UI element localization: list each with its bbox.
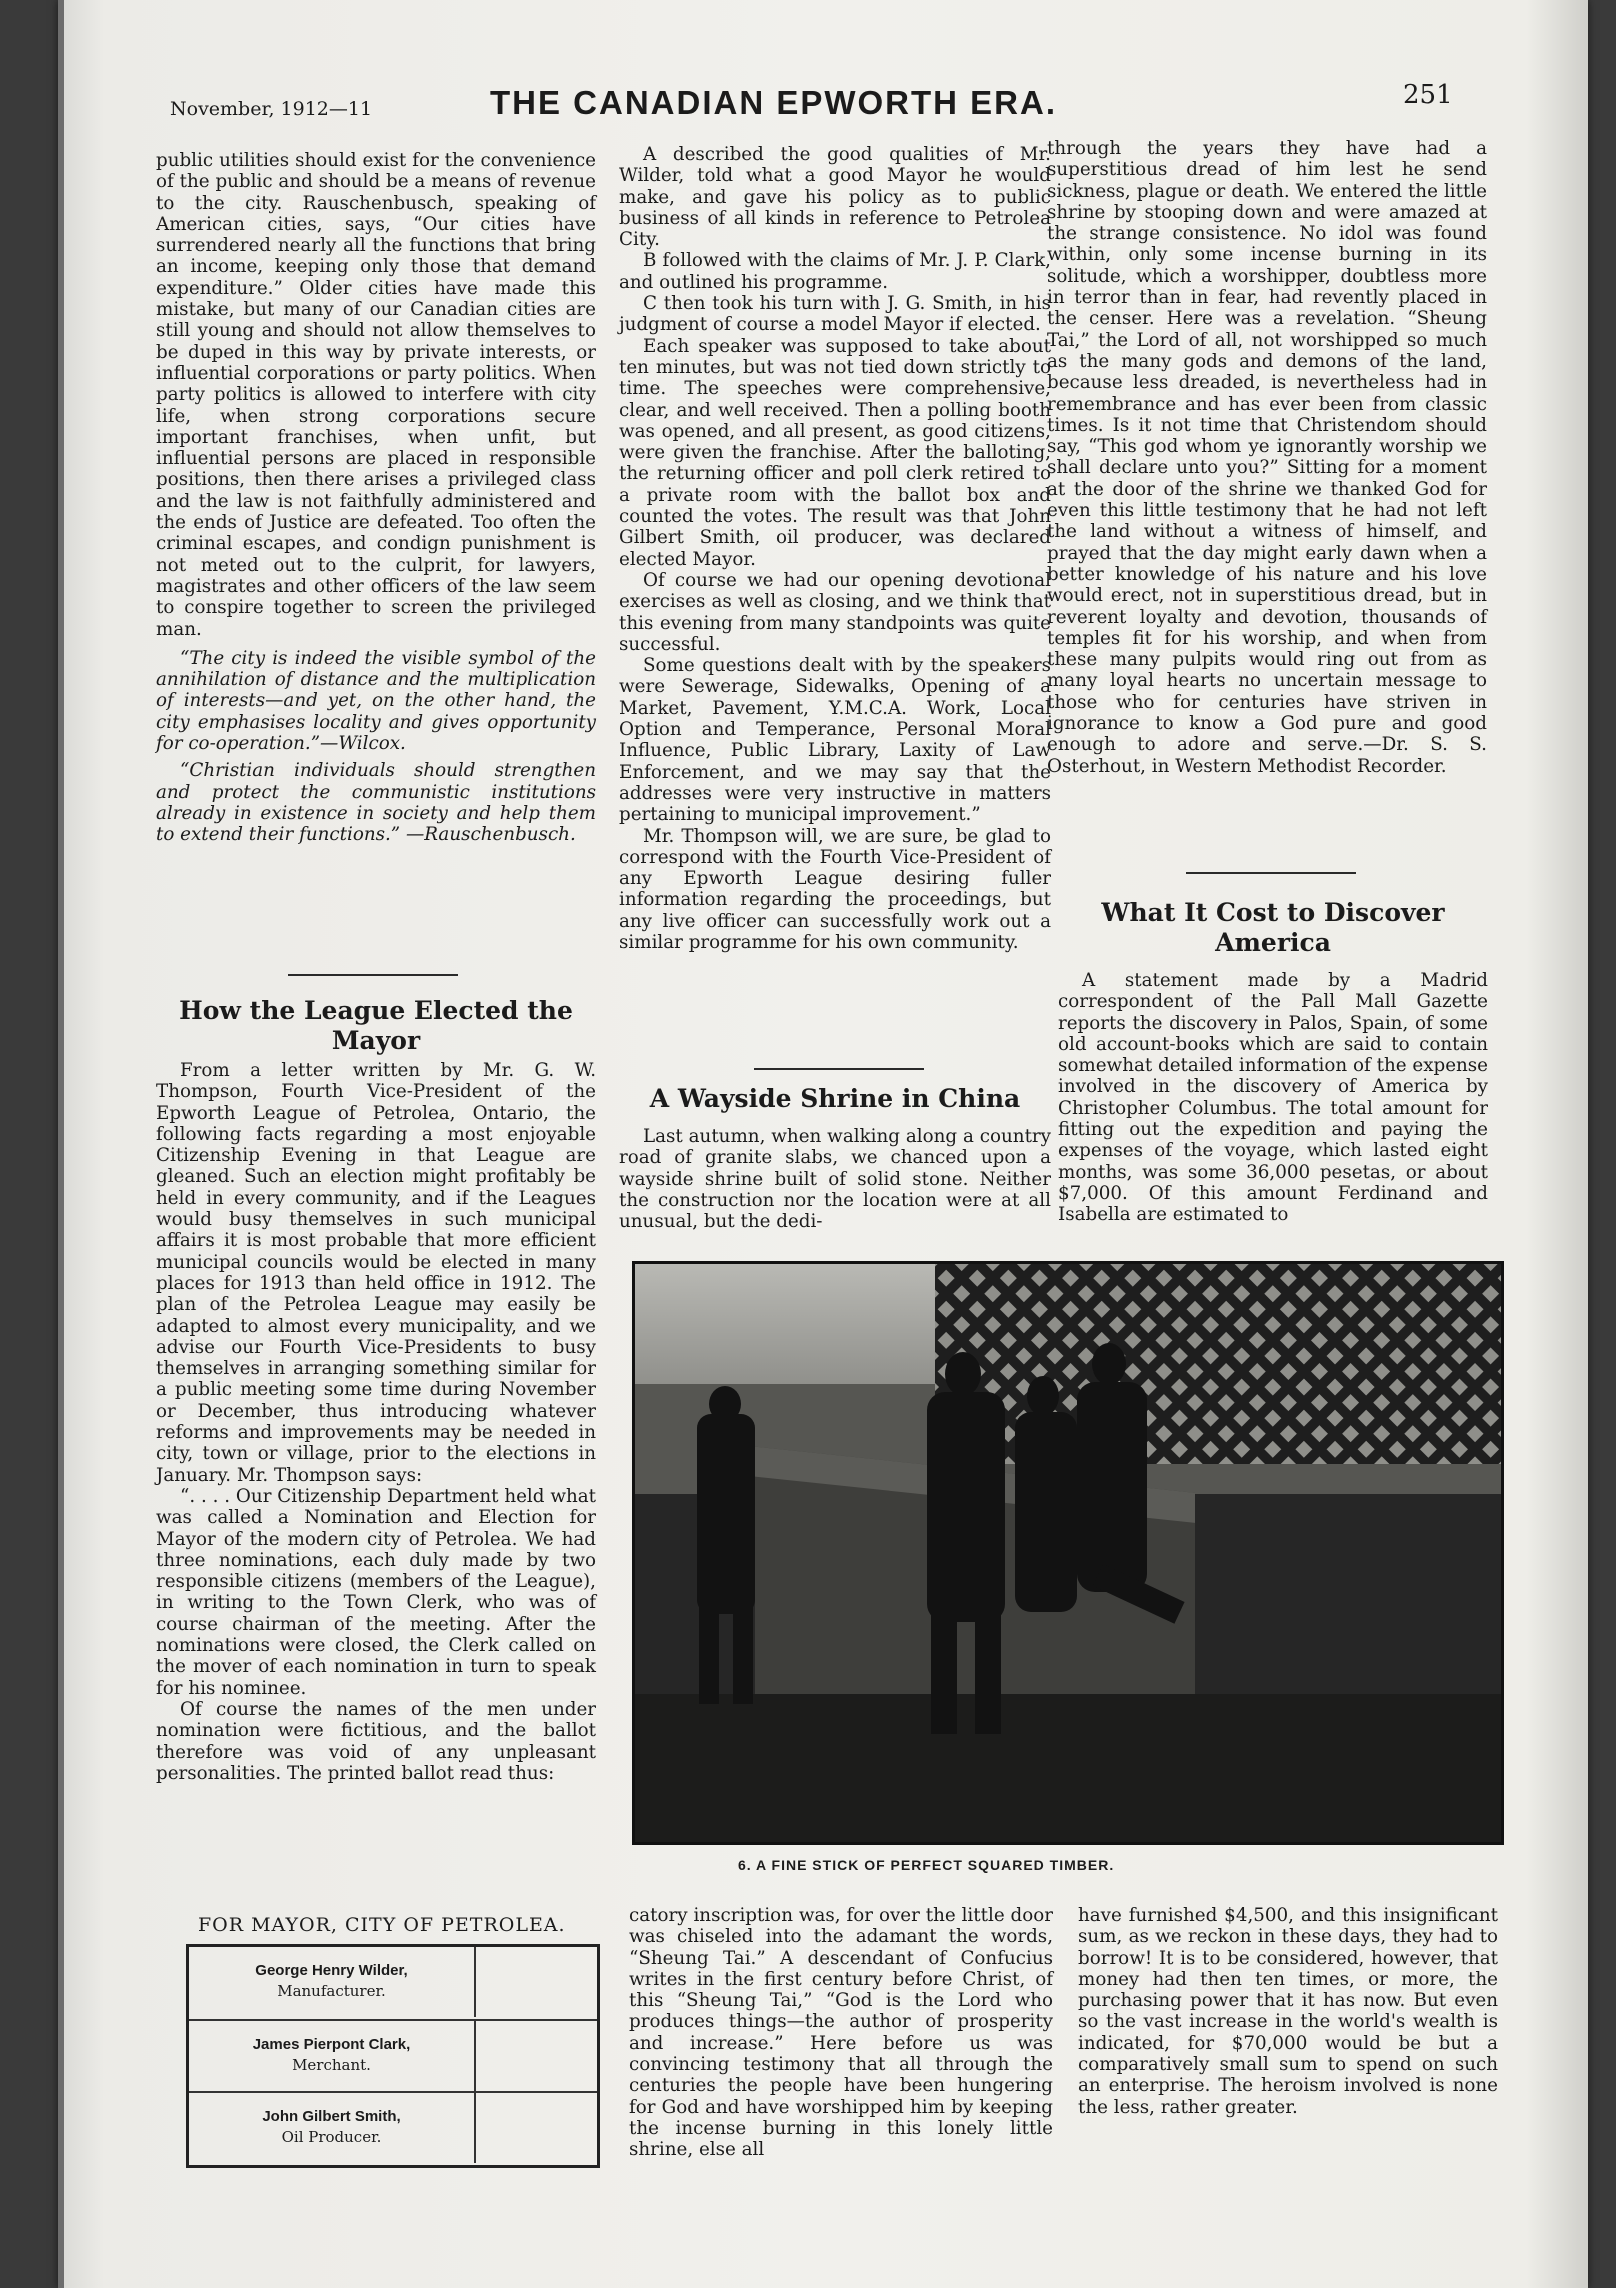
candidate-name: George Henry Wilder, [255, 1962, 408, 1979]
column-2-bottom [629, 1905, 1053, 2161]
article-paragraph: From a letter written by Mr. G. W. Thompson, Fourth Vice-President of the Epworth League of Petrolea, Ontario, the following facts regarding a most enjoyable Citizenship Evening in that League are gleaned. Such an election might profitably be held in every community, and if the Leagues would busy themselves in such municipal affairs it is most probable that more efficient municipal councils would be elected in many places for 1913 than held office in 1912. The plan of the Petrolea League may easily be adapted to almost every municipality, and we advise our Fourth Vice-Presidents to busy themselves in arranging something similar for a public meeting some time during November or December, thus introducing whatever reforms and improvements may be needed in city, town or village, prior to the elections in January. Mr. Thompson says: [156, 1060, 596, 1486]
page-number: 251 [1403, 80, 1453, 110]
photo-illustration [635, 1264, 1501, 1842]
article-paragraph: “. . . . Our Citizenship Department held what was called a Nomination and Election for Mayor of the modern city of Petrolea. We had three nominations, each duly made by two responsible citizens (members of the League), in writing to the Town Clerk, who was of course chairman of the meeting. After the nominations were closed, the Clerk called on the mover of each nomination in turn to speak for his nominee. [156, 1485, 596, 1699]
heading-cost-discover-america: What It Cost to Discover America [1101, 898, 1445, 957]
article-paragraph: Of course the names of the men under nomination were fictitious, and the ballot therefore was void of any unpleasant personalities. The printed ballot read thus: [156, 1698, 596, 1784]
ballot-title: FOR MAYOR, CITY OF PETROLEA. [198, 1914, 566, 1936]
article-paragraph: catory inscription was, for over the little door was chiseled into the adamant the words, “Sheung Tai.” A descendant of Confucius writes in the first century before Christ, of this “Sheung Tai,” “God is the Lord who produces things—the author of prosperity and increase.” Here before us was convincing testimony that all through the centuries the people have been hungering for God and have worshipped him by keeping the incense burning in this lonely little shrine, else all [629, 1905, 1053, 2161]
binding-edge [58, 0, 64, 2288]
article-paragraph: C then took his turn with J. G. Smith, in his judgment of course a model Mayor if elected. [619, 293, 1051, 336]
column-3-top [1047, 138, 1487, 777]
ballot-row [189, 2093, 597, 2163]
article-paragraph: Mr. Thompson will, we are sure, be glad to correspond with the Fourth Vice-President of any Epworth League desiring fuller information regarding the proceedings, but any live officer can successfully work out a similar programme for his own community. [619, 825, 1051, 953]
article-paragraph: Last autumn, when walking along a country road of granite slabs, we chanced upon a wayside shrine built of solid stone. Neither the construction nor the location were at all unusual, but the dedi- [619, 1126, 1051, 1233]
article-paragraph: A statement made by a Madrid correspondent of the Pall Mall Gazette reports the discovery in Palos, Spain, of some old account-books which are said to contain somewhat detailed information of the expense involved in the discovery of America by Christopher Columbus. The total amount for fitting out the expedition and paying the expenses of the voyage, which lasted eight months, was some 36,000 pesetas, or about $7,000. Of this amount Ferdinand and Isabella are estimated to [1058, 970, 1488, 1226]
column-1-league [156, 1060, 596, 1784]
article-paragraph: Some questions dealt with by the speakers were Sewerage, Sidewalks, Opening of a Market, Pavement, Y.M.C.A. Work, Local Option and Temperance, Personal Moral Influence, Public Library, Laxity of Law Enforcement, and we may say that the addresses were very instructive in matters pertaining to municipal improvement.” [619, 655, 1051, 826]
candidate-occupation: Oil Producer. [281, 2128, 382, 2146]
masthead-title: THE CANADIAN EPWORTH ERA. [490, 84, 1057, 121]
newspaper-page [58, 0, 1588, 2288]
column-1-top [156, 150, 596, 846]
ballot-table [186, 1944, 600, 2168]
article-paragraph: through the years they have had a superstitious dread of him lest he send sickness, plague or death. We entered the little shrine by stooping down and were amazed at the strange consistence. No idol was found within, only some incense burning in its solitude, which a worshipper, doubtless more in terror than in fear, had revently placed in the censer. Here was a revelation. “Sheung Tai,” the Lord of all, not worshipped so much as the many gods and demons of the land, because less dreaded, is nevertheless had in remembrance and has ever been from classic times. Is it not time that Christendom should say, “This god whom ye ignorantly worship we shall declare unto you?” Sitting for a moment at the door of the shrine we thanked God for even this little testimony that he had not left the land without a witness of himself, and prayed that the day might early dawn when a better knowledge of his nature and his love would erect, not in superstitious dread, but in reverent loyalty and devotion, thousands of temples fit for his worship, and when from these many pulpits would ring out from as many loyal hearts no uncertain message to those who for centuries have striven in ignorance to know a God pure and good enough to adore and serve.—Dr. S. S. Osterhout, in Western Methodist Recorder. [1047, 138, 1487, 777]
article-paragraph: B followed with the claims of Mr. J. P. Clark, and outlined his programme. [619, 250, 1051, 293]
column-3-america [1058, 970, 1488, 1226]
section-divider [1186, 872, 1356, 874]
ballot-row [189, 1947, 597, 2017]
article-paragraph: have furnished $4,500, and this insignificant sum, as we reckon in these days, they had to borrow! It is to be considered, however, that money had then ten times, or more, the purchasing power that it has now. But even so the vast increase in the world's wealth is indicated, for $70,000 would be but a comparatively small sum to spend on such an enterprise. The heroism involved is none the less, rather greater. [1078, 1905, 1498, 2118]
candidate-occupation: Manufacturer. [277, 1982, 386, 2000]
heading-league-elected-mayor: How the League Elected the Mayor [179, 996, 573, 1055]
candidate-name: John Gilbert Smith, [262, 2108, 401, 2125]
column-2-shrine [619, 1126, 1051, 1232]
quote-rauschenbusch: “Christian individuals should strengthen and protect the communistic institutions already in existence in society and help them to extend their functions.” —Rauschenbusch. [156, 760, 596, 846]
candidate-occupation: Merchant. [292, 2056, 371, 2074]
column-2-top [619, 144, 1051, 953]
issue-date: November, 1912—11 [170, 98, 373, 120]
article-paragraph: Of course we had our opening devotional exercises as well as closing, and we think that this evening from many standpoints was quite successful. [619, 569, 1051, 655]
section-divider [288, 974, 458, 976]
candidate-name: James Pierpont Clark, [252, 2036, 411, 2053]
quote-wilcox: “The city is indeed the visible symbol of the annihilation of distance and the multiplication of interests—and yet, on the other hand, the city emphasises locality and gives opportunity for co-operation.”—Wilcox. [156, 647, 596, 755]
heading-wayside-shrine: A Wayside Shrine in China [649, 1084, 1021, 1113]
photo-caption: 6. A FINE STICK OF PERFECT SQUARED TIMBER. [738, 1857, 1115, 1873]
column-3-bottom [1078, 1905, 1498, 2118]
article-paragraph: public utilities should exist for the convenience of the public and should be a means of revenue to the city. Rauschenbusch, speaking of American cities, says, “Our cities have surrendered nearly all the functions that bring an income, keeping only those that demand expenditure.” Older cities have made this mistake, but many of our Canadian cities are still young and should not allow themselves to be duped in this way by private interests, or influential corporations or party politics. When party politics is allowed to interfere with city life, when strong corporations secure important franchises, when unfit, but influential persons are placed in responsible positions, then there arises a privileged class and the law is not faithfully administered and the ends of Justice are defeated. Too often the criminal escapes, and condign punishment is not meted out to the culprit, for lawyers, magistrates and other officers of the law seem to conspire together to screen the privileged man. [156, 150, 596, 640]
section-divider [754, 1068, 924, 1070]
timber-photograph [632, 1261, 1504, 1845]
article-paragraph: Each speaker was supposed to take about ten minutes, but was not tied down strictly to time. The speeches were comprehensive, clear, and well received. Then a polling booth was opened, and all present, as good citizens, were given the franchise. After the balloting, the returning officer and poll clerk retired to a private room with the ballot box and counted the votes. The result was that John Gilbert Smith, oil producer, was declared elected Mayor. [619, 335, 1051, 570]
ballot-row [189, 2021, 597, 2091]
article-paragraph: A described the good qualities of Mr. Wilder, told what a good Mayor he would make, and gave his policy as to public business of all kinds in reference to Petrolea City. [619, 144, 1051, 251]
